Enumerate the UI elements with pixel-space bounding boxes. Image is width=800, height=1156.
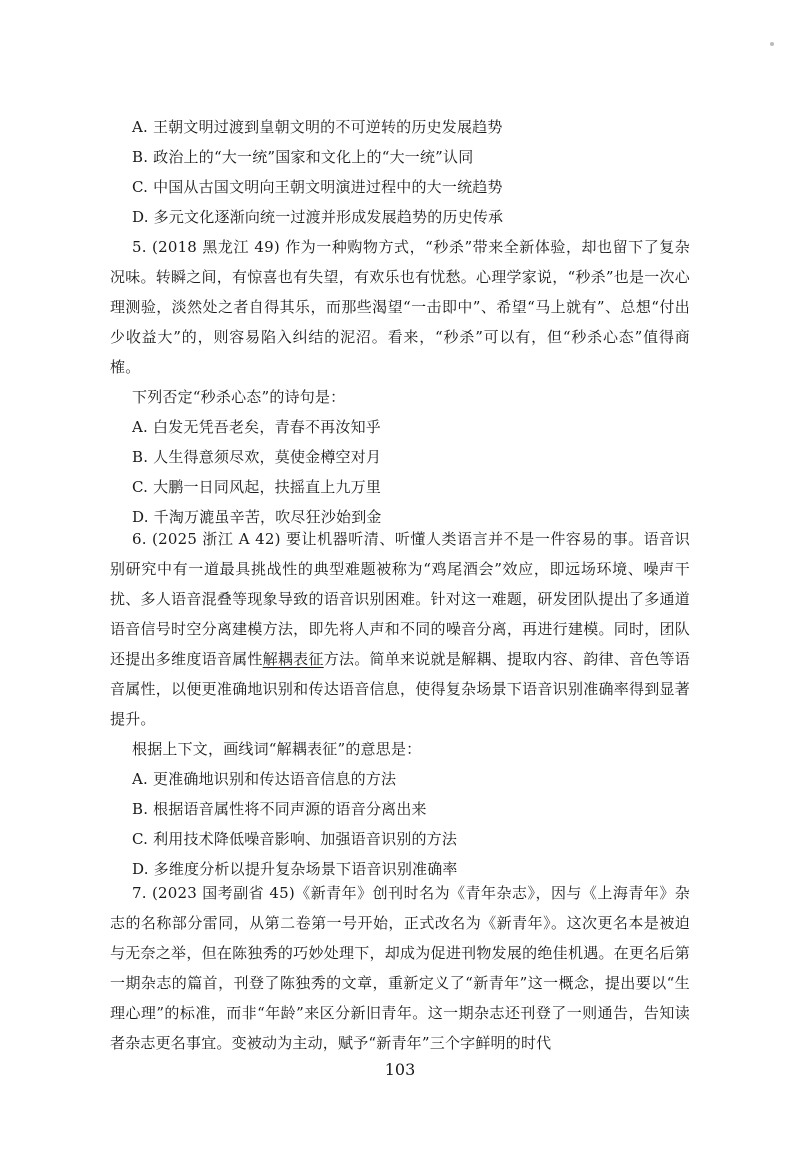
option-b: B. 人生得意须尽欢，莫使金樽空对月 [132,448,382,466]
question-6-prompt: 根据上下文，画线词“解耦表征”的意思是： [132,740,422,758]
question-5 [110,232,690,532]
option-a: A. 王朝文明过渡到皇朝文明的不可逆转的历史发展趋势 [132,118,503,136]
question-5-stem: 5. (2018 黑龙江 49) 作为一种购物方式，“秒杀”带来全新体验，却也留下了复杂况味。转瞬之间，有惊喜也有失望，有欢乐也有忧愁。心理学家说，“秒杀”也是一次心理测验，淡然处之者自得其乐，而那些渴望“一击即中”、希望“马上就有”、总想“付出少收益大”的，则容易陷入纠结的泥沼。看来，“秒杀”可以有，但“秒杀心态”值得商榷。 [110,238,690,376]
question-6-stem [110,524,690,734]
option-b: B. 政治上的“大一统”国家和文化上的“大一统”认同 [132,148,474,166]
option-a: A. 更准确地识别和传达语音信息的方法 [132,770,397,788]
question-6 [110,524,690,884]
question-6-stem-before: 6. (2025 浙江 A 42) 要让机器听清、听懂人类语言并不是一件容易的事。语音识别研究中有一道最具挑战性的典型难题被称为“鸡尾酒会”效应，即远场环境、噪声干扰、多人语音混叠等现象导致的语音识别困难。针对这一难题，研发团队提出了多通道语音信号时空分离建模方法，即先将人声和不同的噪音分离，再进行建模。同时，团队还提出多维度语音属性 [110,530,690,668]
underlined-term: 解耦表征 [262,650,324,668]
option-c: C. 中国从古国文明向王朝文明演进过程中的大一统趋势 [132,178,503,196]
option-c: C. 大鹏一日同风起，扶摇直上九万里 [132,478,382,496]
option-b: B. 根据语音属性将不同声源的语音分离出来 [132,800,427,818]
option-c: C. 利用技术降低噪音影响、加强语音识别的方法 [132,830,458,848]
page-number: 103 [384,1060,416,1079]
question-7-stem: 7. (2023 国考副省 45)《新青年》创刊时名为《青年杂志》，因与《上海青年》杂志的名称部分雷同，从第二卷第一号开始，正式改名为《新青年》。这次更名本是被迫与无奈之举，但在陈独秀的巧妙处理下，却成为促进刊物发展的绝佳机遇。在更名后第一期杂志的篇首，刊登了陈独秀的文章，重新定义了“新青年”这一概念，提出要以“生理心理”的标准，而非“年龄”来区分新旧青年。这一期杂志还刊登了一则通告，告知读者杂志更名事宜。变被动为主动，赋予“新青年”三个字鲜明的时代 [110,884,690,1052]
question-4-options [110,112,690,232]
option-d: D. 多元文化逐渐向统一过渡并形成发展趋势的历史传承 [132,208,504,226]
scan-dot [770,42,774,46]
option-a: A. 白发无凭吾老矣，青春不再汝知乎 [132,418,381,436]
question-5-prompt: 下列否定“秒杀心态”的诗句是： [132,388,346,406]
option-d: D. 多维度分析以提升复杂场景下语音识别准确率 [132,860,458,878]
question-6-stem-after: 方法。简单来说就是解耦、提取内容、韵律、音色等语音属性，以便更准确地识别和传达语音信息，使得复杂场景下语音识别准确率得到显著提升。 [110,650,690,728]
question-7 [110,878,690,1058]
option-d: D. 千淘万漉虽辛苦，吹尽狂沙始到金 [132,508,382,526]
